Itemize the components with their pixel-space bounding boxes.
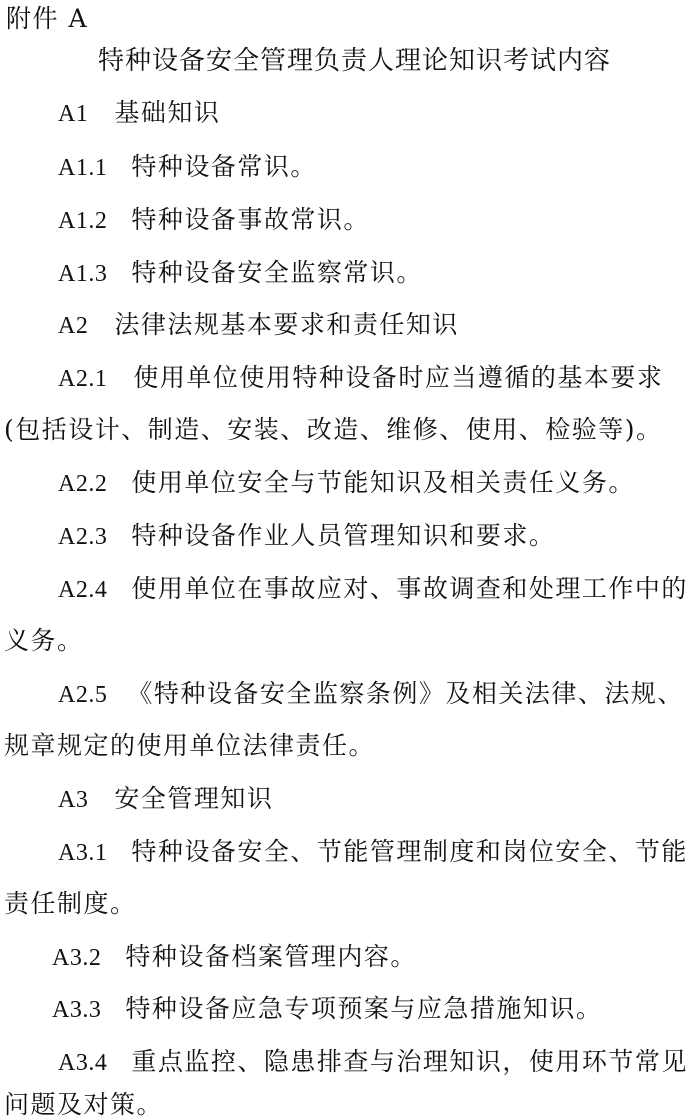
item-a2-5-continuation: 规章规定的使用单位法律责任。	[4, 731, 376, 760]
item-a1-1: A1.1 特种设备常识。	[58, 152, 317, 181]
item-a2-2: A2.2 使用单位安全与节能知识及相关责任义务。	[58, 468, 635, 497]
item-a3-4-continuation: 问题及对策。	[4, 1090, 164, 1119]
item-a2-1: A2.1 使用单位使用特种设备时应当遵循的基本要求	[58, 363, 664, 392]
item-a1-3: A1.3 特种设备安全监察常识。	[58, 258, 423, 287]
item-a3-2: A3.2 特种设备档案管理内容。	[52, 942, 417, 971]
document-title: 特种设备安全管理负责人理论知识考试内容	[98, 46, 612, 76]
item-a3-3: A3.3 特种设备应急专项预案与应急措施知识。	[52, 994, 603, 1023]
item-a3-1-continuation: 责任制度。	[4, 889, 137, 918]
item-a3-4: A3.4 重点监控、隐患排查与治理知识，使用环节常见	[58, 1047, 688, 1076]
item-a2-1-continuation: (包括设计、制造、安装、改造、维修、使用、检验等)。	[4, 415, 663, 444]
item-a1-2: A1.2 特种设备事故常识。	[58, 205, 370, 234]
item-a2-4: A2.4 使用单位在事故应对、事故调查和处理工作中的	[58, 574, 688, 603]
section-heading-a2: A2 法律法规基本要求和责任知识	[58, 310, 459, 339]
section-heading-a1: A1 基础知识	[58, 98, 221, 127]
section-heading-a3: A3 安全管理知识	[58, 784, 274, 813]
annex-label: 附件 A	[6, 4, 89, 33]
item-a2-4-continuation: 义务。	[4, 626, 84, 655]
item-a3-1: A3.1 特种设备安全、节能管理制度和岗位安全、节能	[58, 837, 688, 866]
item-a2-5: A2.5 《特种设备安全监察条例》及相关法律、法规、	[58, 679, 684, 708]
item-a2-3: A2.3 特种设备作业人员管理知识和要求。	[58, 521, 556, 550]
